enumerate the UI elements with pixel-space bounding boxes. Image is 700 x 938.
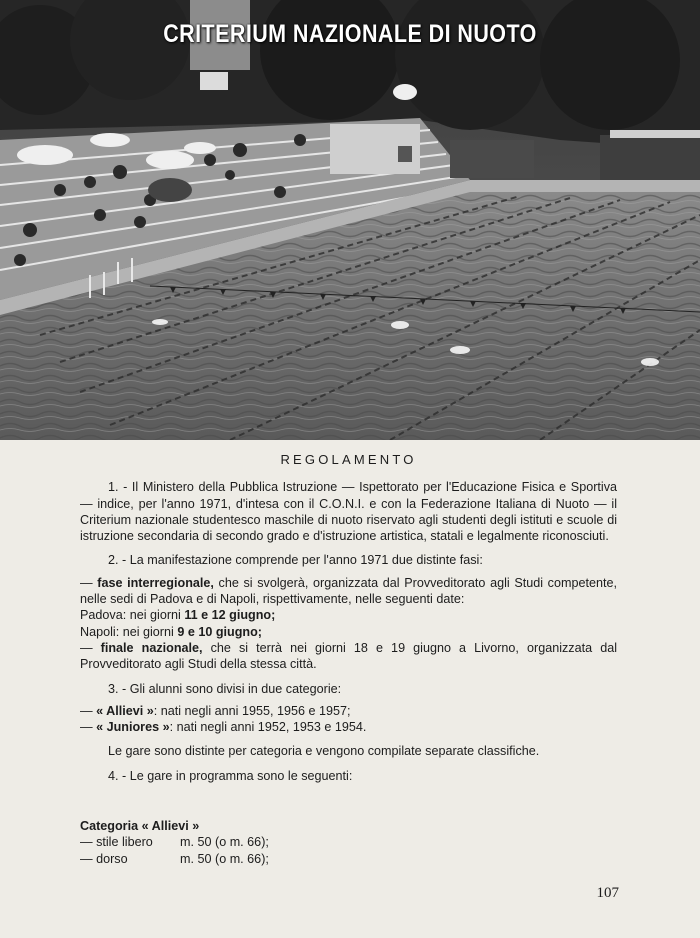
padova-dates: Padova: nei giorni 11 e 12 giugno; [80, 608, 276, 623]
phase-interregional: — fase interregionale, che si svolgerà, organizzata dal Provveditorato agli Studi competente, nelle sedi di Padova e di Napoli, rispettivamente, nelle seguenti date: [80, 575, 617, 607]
paragraph-3-intro: 3. - Gli alunni sono divisi in due categorie: [108, 681, 342, 696]
category-heading: Categoria « Allievi » [80, 819, 200, 833]
event-detail: m. 50 (o m. 66); [180, 835, 269, 850]
event-detail: m. 50 (o m. 66); [180, 851, 269, 866]
paragraph-1: 1. - Il Ministero della Pubblica Istruzione — Ispettorato per l'Educazione Fisica e Sportiva — indice, per l'anno 1971, d'intesa con il C.O.N.I. e con la Federazione Italiana di Nuoto — il Criterium nazionale studentesco maschile di nuoto riservato agli studenti degli istituti e scuole di istruzione secondaria di secondo grado e d'istruzione artistica, statali e legalmente riconosciuti. [80, 480, 617, 544]
event-name: — stile libero [80, 835, 153, 850]
event-row [80, 834, 617, 850]
category-allievi: — « Allievi »: nati negli anni 1955, 1956 e 1957; [80, 703, 351, 718]
paragraph-3-note: Le gare sono distinte per categoria e vengono compilate separate classifiche. [108, 744, 540, 759]
phase-national: — finale nazionale, che si terrà nei giorni 18 e 19 giugno a Livorno, organizzata dal Provveditorato agli Studi della stessa città. [80, 640, 617, 672]
event-row [80, 851, 617, 867]
page-title: CRITERIUM NAZIONALE DI NUOTO [163, 20, 537, 48]
event-name: — dorso [80, 851, 128, 866]
regulation-text [80, 452, 617, 784]
napoli-dates: Napoli: nei giorni 9 e 10 giugno; [80, 624, 262, 639]
pool-photo [0, 0, 700, 440]
category-juniores: — « Juniores »: nati negli anni 1952, 1953 e 1954. [80, 720, 367, 735]
section-title: REGOLAMENTO [280, 452, 417, 467]
events-block [80, 818, 617, 867]
page-number: 107 [596, 885, 619, 901]
paragraph-2-intro: 2. - La manifestazione comprende per l'anno 1971 due distinte fasi: [108, 553, 483, 568]
paragraph-4-intro: 4. - Le gare in programma sono le seguenti: [108, 768, 353, 783]
